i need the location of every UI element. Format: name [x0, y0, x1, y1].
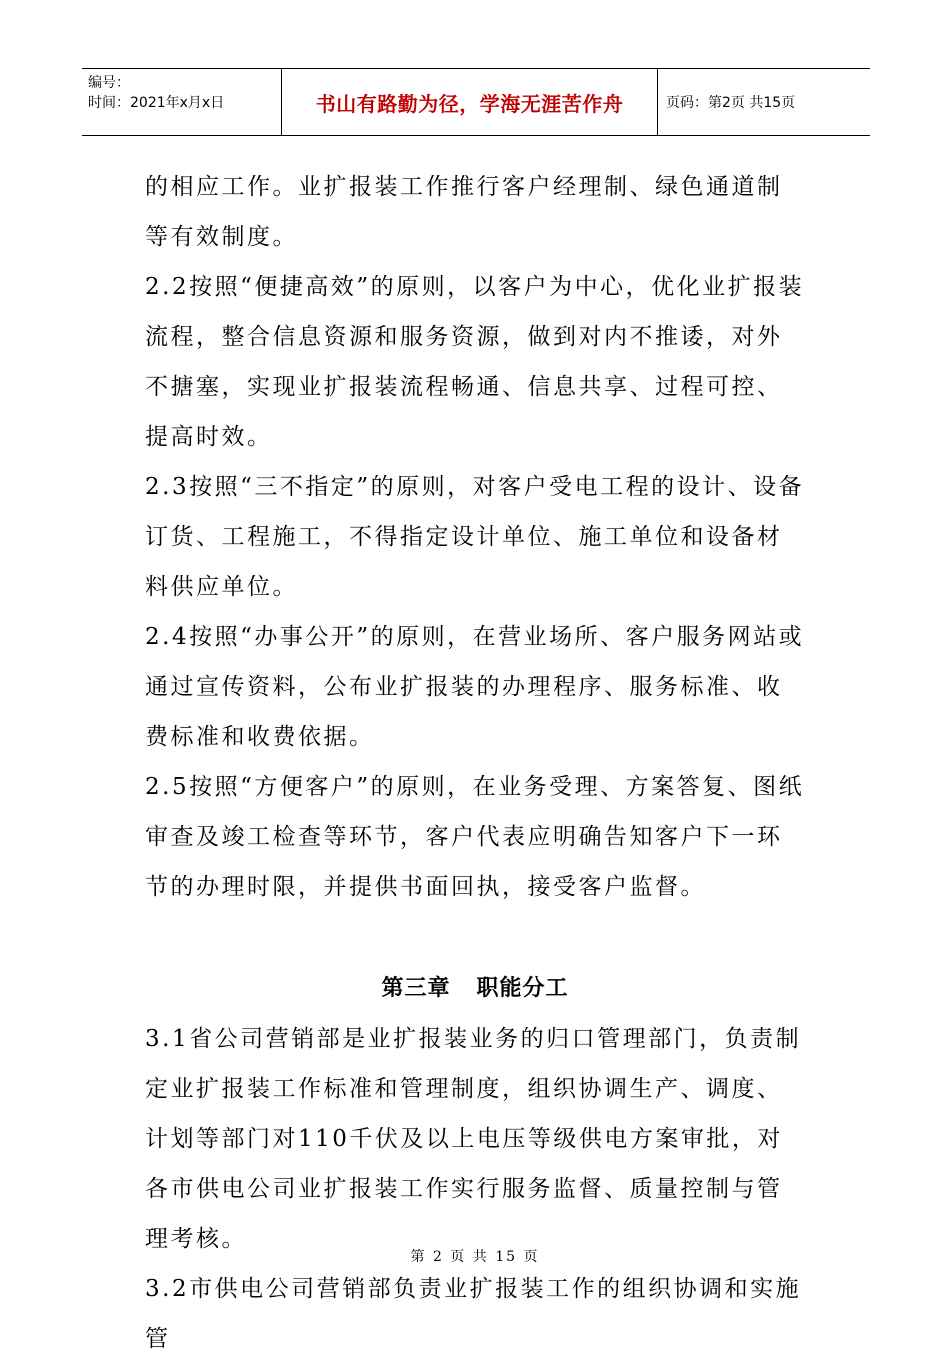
page-footer: 第 2 页 共 15 页 [410, 1249, 540, 1265]
page-header [82, 68, 870, 136]
document-body [145, 162, 805, 1364]
paragraph-2-2: 2.2按照“便捷高效”的原则，以客户为中心，优化业扩报装流程，整合信息资源和服务资源，做到对内不推诿，对外不搪塞，实现业扩报装流程畅通、信息共享、过程可控、提高时效。 [145, 274, 805, 450]
document-code-label: 编号： [88, 75, 130, 91]
header-meta-cell [82, 69, 282, 135]
header-motto: 书山有路勤为径，学海无涯苦作舟 [282, 69, 658, 135]
paragraph-2-3: 2.3按照“三不指定”的原则，对客户受电工程的设计、设备订货、工程施工，不得指定设计单位、施工单位和设备材料供应单位。 [145, 474, 805, 600]
paragraph-2-4: 2.4按照“办事公开”的原则，在营业场所、客户服务网站或通过宣传资料，公布业扩报装的办理程序、服务标准、收费标准和收费依据。 [145, 624, 805, 750]
paragraph-3-2: 3.2市供电公司营销部负责业扩报装工作的组织协调和实施管 [145, 1276, 802, 1352]
paragraph-1: 的相应工作。业扩报装工作推行客户经理制、绿色通道制等有效制度。 [145, 174, 783, 250]
paragraph-3-1: 3.1省公司营销部是业扩报装业务的归口管理部门，负责制定业扩报装工作标准和管理制度，组织协调生产、调度、计划等部门对110千伏及以上电压等级供电方案审批，对各市供电公司业扩报装工作实行服务监督、质量控制与管理考核。 [145, 1026, 802, 1252]
document-time-label: 时间：2021年x月x日 [88, 95, 225, 111]
paragraph-2-5: 2.5按照“方便客户”的原则，在业务受理、方案答复、图纸审查及竣工检查等环节，客户代表应明确告知客户下一环节的办理时限，并提供书面回执，接受客户监督。 [145, 774, 805, 900]
header-page-number: 页码：第2页 共15页 [666, 95, 796, 111]
chapter-heading: 第三章 职能分工 [381, 976, 569, 1001]
